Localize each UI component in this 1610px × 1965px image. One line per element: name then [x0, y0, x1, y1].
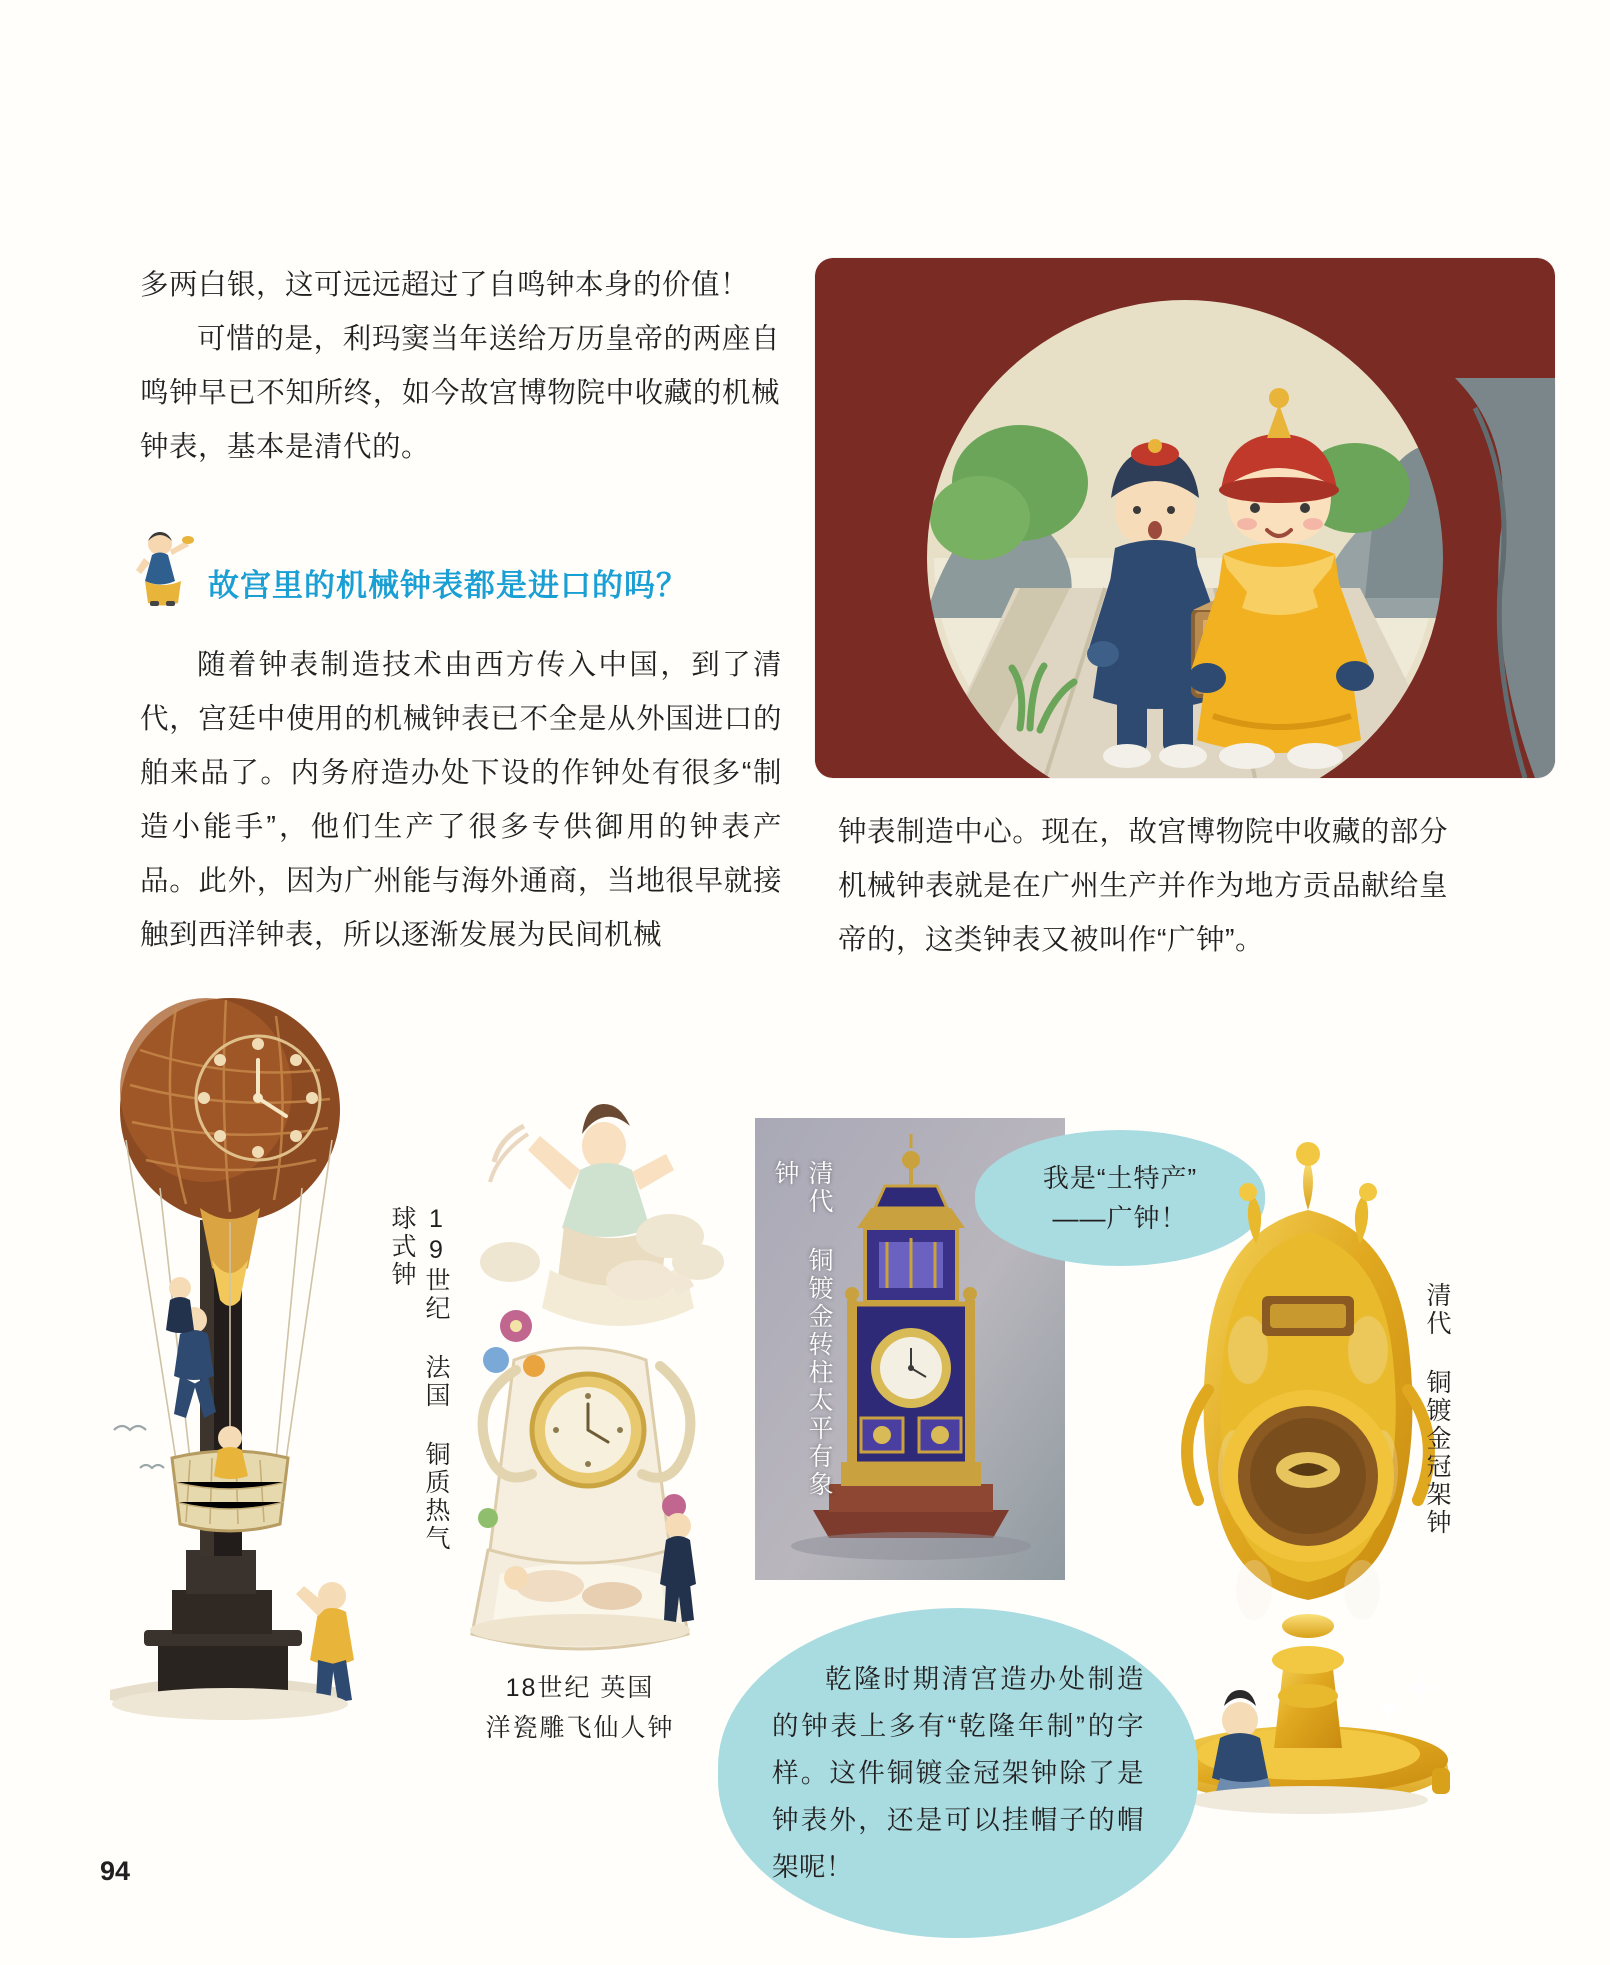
- figure-balloon-clock: [80, 990, 380, 1740]
- paragraph-3: 随着钟表制造技术由西方传入中国，到了清代，宫廷中使用的机械钟表已不全是从外国进口的舶来品了。内务府造办处下设的作钟处有很多“制造小能手”，他们生产了很多专供御用的钟表产品。此外，因为广州能与海外通商，当地很早就接触到西洋钟表，所以逐渐发展为民间机械: [140, 649, 782, 951]
- caption-line-1: 18世纪 英国: [505, 1674, 655, 1702]
- figure-balloon-clock-caption: 19世纪 法国 铜质热气球式钟: [388, 1205, 450, 1553]
- bubble-large-text: 乾隆时期清宫造办处制造的钟表上多有“乾隆年制”的字样。这件铜镀金冠架钟除了是钟表外，还是可以挂帽子的帽架呢！: [772, 1663, 1144, 1882]
- bubble-small-line-2: ——广钟！: [1052, 1203, 1188, 1233]
- figure-porcelain-fairy-clock-caption: [430, 1668, 730, 1748]
- text-column-right: [838, 805, 1448, 967]
- page-number: 94: [100, 1856, 131, 1886]
- text-column-bottom-left: [140, 638, 782, 962]
- paragraph-1: 多两白银，这可远远超过了自鸣钟本身的价值！: [140, 269, 750, 301]
- caption-line-2: 洋瓷雕飞仙人钟: [485, 1714, 675, 1742]
- figure-crown-stand-clock-caption: 清代 铜镀金冠架钟: [1423, 1282, 1451, 1537]
- paragraph-4: 钟表制造中心。现在，故宫博物院中收藏的部分机械钟表就是在广州生产并作为地方贡品献给皇帝的，这类钟表又被叫作“广钟”。: [838, 816, 1448, 956]
- speech-bubble-large: [718, 1608, 1198, 1938]
- figure-porcelain-fairy-clock: [430, 1030, 730, 1670]
- bubble-small-line-1: 我是“土特产”: [1042, 1163, 1198, 1193]
- mascot-icon: [130, 528, 198, 606]
- text-column-top-left: [140, 258, 780, 474]
- paragraph-2: 可惜的是，利玛窦当年送给万历皇帝的两座自鸣钟早已不知所终，如今故宫博物院中收藏的机械钟表，基本是清代的。: [140, 323, 780, 463]
- illustration-emperor-with-clock: [815, 258, 1555, 778]
- figure-rotating-column-clock-caption: 清代 铜镀金转柱太平有象钟: [771, 1160, 833, 1499]
- section-heading: 故宫里的机械钟表都是进口的吗？: [208, 568, 688, 603]
